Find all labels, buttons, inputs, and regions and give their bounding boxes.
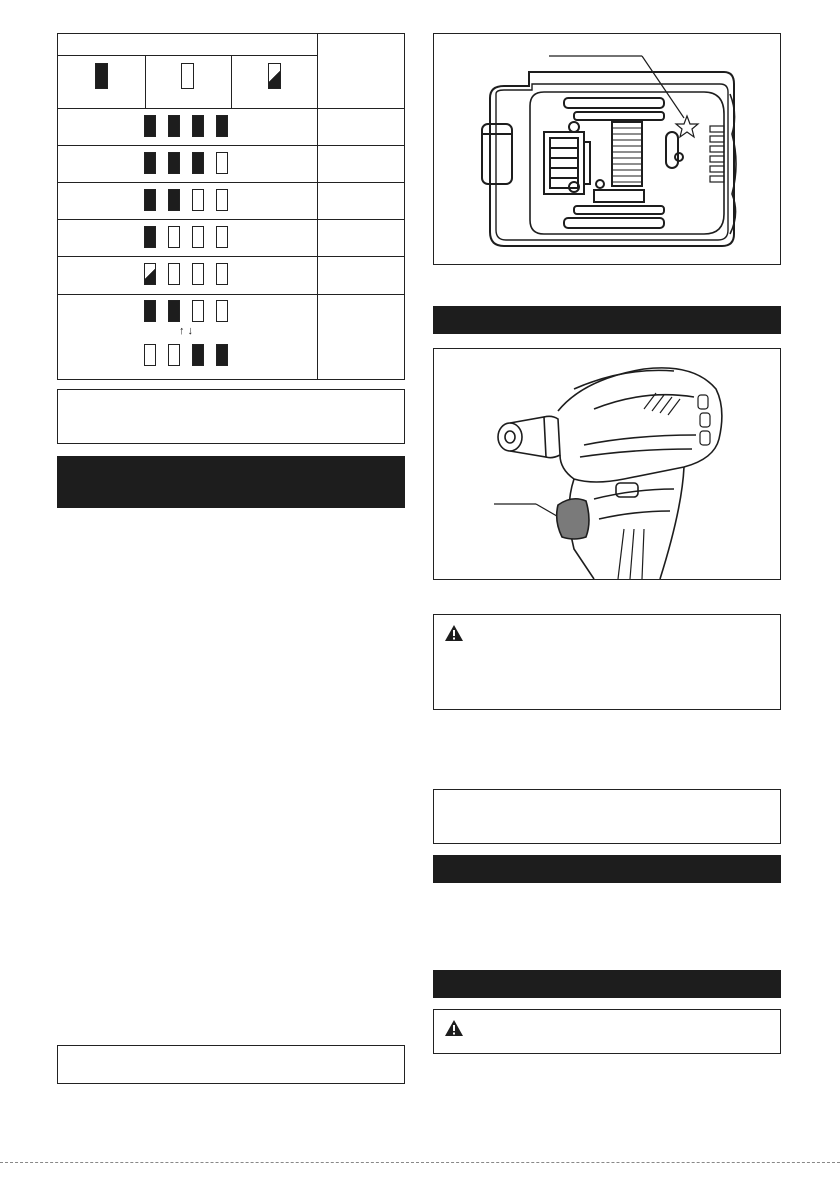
led-indicator bbox=[192, 263, 204, 285]
table-row-rule bbox=[58, 145, 404, 146]
led-indicator bbox=[216, 189, 228, 211]
table-row-rule bbox=[58, 256, 404, 257]
led-indicator bbox=[192, 189, 204, 211]
table-header-rule bbox=[58, 55, 317, 56]
battery-indicator-table bbox=[57, 33, 405, 380]
table-row-rule bbox=[58, 108, 404, 109]
table-row-rule bbox=[58, 219, 404, 220]
led-indicator bbox=[216, 300, 228, 322]
alternate-arrows: ↑ ↓ bbox=[178, 325, 194, 337]
warning-box bbox=[433, 1009, 781, 1054]
led-indicator bbox=[144, 152, 156, 174]
note-box bbox=[57, 389, 405, 444]
led-indicator bbox=[144, 226, 156, 248]
warning-box bbox=[433, 614, 781, 710]
warning-triangle-icon bbox=[444, 624, 464, 642]
led-indicator bbox=[192, 344, 204, 366]
legend-led-off bbox=[181, 63, 194, 89]
led-indicator bbox=[144, 344, 156, 366]
battery-underside-illustration bbox=[434, 34, 780, 264]
legend-led-on bbox=[95, 63, 108, 89]
led-indicator bbox=[168, 152, 180, 174]
led-indicator bbox=[168, 344, 180, 366]
led-indicator bbox=[192, 300, 204, 322]
note-box bbox=[433, 789, 781, 844]
led-indicator bbox=[168, 115, 180, 137]
legend-led-blinking bbox=[268, 63, 281, 89]
table-row-rule bbox=[58, 294, 404, 295]
led-indicator bbox=[168, 226, 180, 248]
led-indicator bbox=[144, 300, 156, 322]
battery-figure bbox=[433, 33, 781, 265]
table-divider bbox=[317, 34, 318, 379]
led-indicator bbox=[168, 189, 180, 211]
led-indicator bbox=[216, 344, 228, 366]
led-indicator bbox=[192, 115, 204, 137]
led-indicator bbox=[168, 263, 180, 285]
impact-driver-figure bbox=[433, 348, 781, 580]
warning-triangle-icon bbox=[444, 1019, 464, 1037]
legend-divider bbox=[145, 55, 146, 108]
led-indicator bbox=[168, 300, 180, 322]
note-box bbox=[57, 1045, 405, 1084]
led-indicator bbox=[216, 152, 228, 174]
section-heading-bar bbox=[433, 306, 781, 334]
led-indicator bbox=[216, 115, 228, 137]
legend-divider bbox=[231, 55, 232, 108]
led-indicator bbox=[216, 263, 228, 285]
section-heading-bar bbox=[433, 855, 781, 883]
star-mark-icon bbox=[676, 116, 698, 137]
trigger-switch bbox=[557, 499, 589, 539]
section-heading-bar bbox=[433, 970, 781, 998]
led-indicator bbox=[144, 263, 156, 285]
impact-driver-illustration bbox=[434, 349, 780, 579]
led-indicator bbox=[144, 115, 156, 137]
led-indicator bbox=[192, 152, 204, 174]
led-indicator bbox=[192, 226, 204, 248]
section-heading-bar bbox=[57, 456, 405, 508]
table-row-rule bbox=[58, 182, 404, 183]
led-indicator bbox=[144, 189, 156, 211]
page-footer-rule bbox=[0, 1162, 840, 1163]
led-indicator bbox=[216, 226, 228, 248]
